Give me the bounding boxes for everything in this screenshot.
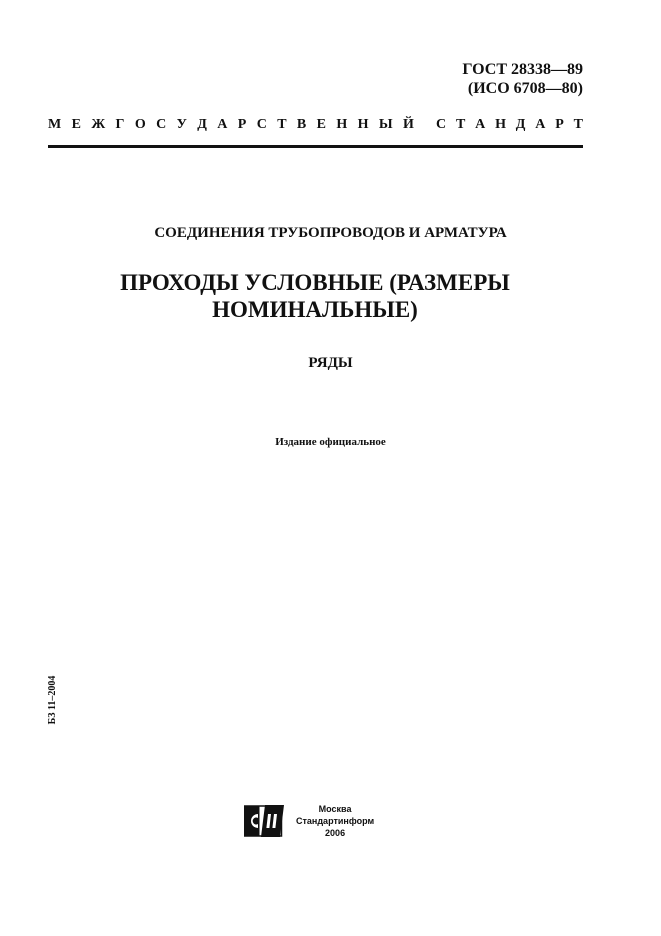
standartinform-logo-icon <box>244 803 284 839</box>
heading-letter: Р <box>555 117 564 132</box>
edition-note: Издание официальное <box>275 436 386 448</box>
header-rule <box>48 145 583 148</box>
heading-letter: Ы <box>378 117 393 132</box>
publisher-city: Москва <box>318 804 352 814</box>
heading-letter: С <box>156 117 167 132</box>
heading-letter: Т <box>455 117 466 132</box>
heading-letter: Г <box>115 117 125 132</box>
heading-letter: У <box>176 117 187 132</box>
document-title: СОЕДИНЕНИЯ ТРУБОПРОВОДОВ И АРМАТУРА <box>154 225 507 241</box>
heading-letter: С <box>256 117 267 132</box>
heading-letter: А <box>535 117 546 132</box>
publisher-year: 2006 <box>325 828 346 838</box>
heading-letter: Н <box>336 117 348 132</box>
document-subtitle <box>60 269 570 323</box>
heading-letter: А <box>475 117 486 132</box>
heading-letter: С <box>436 117 447 132</box>
publisher-text <box>296 803 374 839</box>
registration-code-text: БЗ 11–2004 <box>47 675 58 725</box>
standard-word <box>436 116 583 134</box>
standard-designation <box>462 60 583 98</box>
heading-letter: Н <box>495 117 506 132</box>
heading-letter: Т <box>277 117 287 132</box>
publisher-block <box>244 803 374 839</box>
heading-letter: В <box>296 117 307 132</box>
heading-letter: Д <box>197 117 207 132</box>
heading-letter: Н <box>357 117 369 132</box>
interstate-word <box>48 116 414 134</box>
heading-letter: А <box>217 117 228 132</box>
subtitle-line-2: НОМИНАЛЬНЫЕ) <box>212 297 418 322</box>
heading-letter: Е <box>71 117 81 132</box>
heading-letter: Е <box>316 117 326 132</box>
subtitle-line-1: ПРОХОДЫ УСЛОВНЫЕ (РАЗМЕРЫ <box>120 270 510 295</box>
gost-number: ГОСТ 28338—89 <box>462 61 583 78</box>
heading-letter: Д <box>515 117 526 132</box>
heading-letter: М <box>48 117 62 132</box>
publisher-name: Стандартинформ <box>296 816 375 826</box>
heading-letter: Т <box>573 117 583 132</box>
interstate-standard-heading <box>48 116 583 134</box>
heading-letter: Ж <box>91 117 106 132</box>
document-part-title: РЯДЫ <box>308 355 353 371</box>
iso-number: (ИСО 6708—80) <box>467 80 583 97</box>
heading-letter: Й <box>403 117 414 132</box>
heading-letter: О <box>134 117 146 132</box>
heading-letter: Р <box>237 117 247 132</box>
